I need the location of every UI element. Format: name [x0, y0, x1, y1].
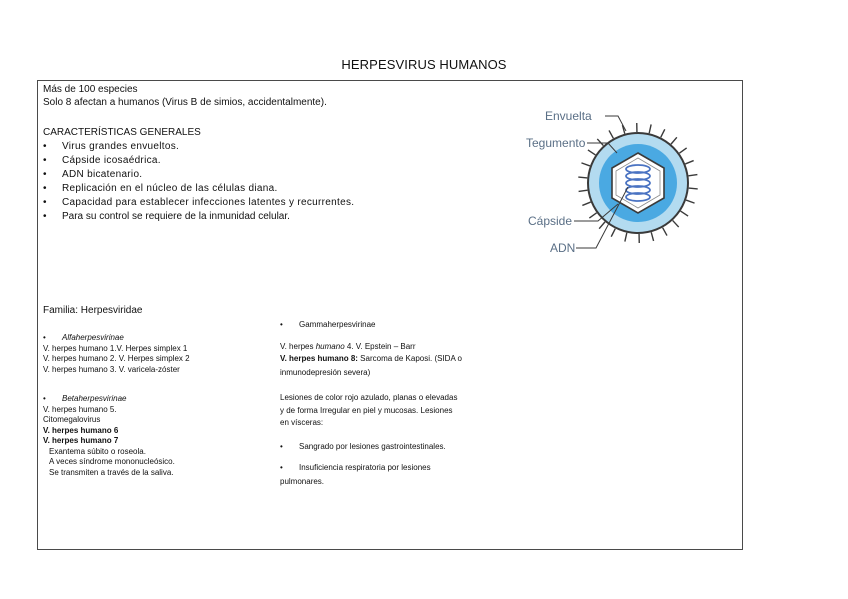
hhv4-prefix: V. herpes — [280, 342, 316, 351]
envelope-spike — [661, 129, 665, 137]
beta-subfamily — [43, 394, 175, 478]
gamma-item-2 — [280, 463, 431, 474]
list-item-text: Para su control se requiere de la inmunidad celular. — [62, 211, 290, 222]
list-item: Lesiones de color rojo azulado, planas o elevadas — [280, 393, 458, 402]
envelope-spike — [588, 150, 596, 155]
beta-name: Betaherpesvirinae — [62, 394, 127, 403]
envelope-spike — [679, 148, 686, 153]
alpha-subfamily — [43, 333, 190, 375]
hhv8-bold: V. herpes humano 8: — [280, 354, 358, 363]
dna-label: ADN — [550, 241, 576, 255]
beta-heading — [43, 394, 175, 405]
alpha-name: Alfaherpesvirinae — [62, 333, 124, 342]
envelope-spike — [663, 228, 667, 236]
envelope-spike — [686, 200, 694, 203]
list-item — [43, 155, 354, 169]
bullet: • — [43, 211, 47, 222]
list-item: A veces síndrome mononucleósico. — [49, 457, 175, 466]
envelope-spike — [649, 124, 651, 133]
list-item-text: Capacidad para establecer infecciones latentes y recurrentes. — [62, 197, 355, 208]
list-item-text: ADN bicatenario. — [62, 169, 143, 180]
list-item: Exantema súbito o roseola. — [49, 446, 146, 456]
gamma-hhv8-cont: inmunodepresión severa) — [280, 368, 371, 377]
envelope-spike — [599, 222, 605, 229]
hhv4-rest: 4. V. Epstein – Barr — [344, 342, 416, 351]
envelope-label: Envuelta — [545, 109, 592, 123]
envelope-spike — [611, 229, 615, 237]
gamma-name: Gammaherpesvirinae — [299, 320, 376, 329]
gamma-hhv8 — [280, 354, 462, 365]
list-item: V. herpes humano 5. — [43, 404, 117, 414]
list-item-text: Sangrado por lesiones gastrointestinales. — [299, 442, 446, 451]
gamma-heading — [280, 320, 375, 331]
list-item: V. herpes humano 6 — [43, 425, 119, 435]
envelope-spike — [671, 137, 677, 144]
list-item — [43, 141, 354, 155]
envelope-spike — [651, 232, 653, 241]
bullet: • — [43, 155, 47, 166]
envelope-spike — [597, 139, 603, 146]
hhv8-text: Sarcoma de Kaposi. (SIDA o — [357, 354, 463, 363]
envelope-spike — [685, 161, 693, 164]
envelope-spike — [581, 163, 589, 166]
envelope-spike — [579, 190, 588, 191]
page-title: HERPESVIRUS HUMANOS — [341, 57, 507, 72]
gamma-hhv4 — [280, 342, 416, 353]
list-item-text: Cápside icosaédrica. — [62, 155, 161, 166]
list-item: V. herpes humano 7 — [43, 436, 119, 445]
bullet: • — [280, 463, 283, 472]
list-item: Citomegalovirus — [43, 415, 101, 424]
list-item-text: Insuficiencia respiratoria por lesiones — [299, 463, 431, 472]
herpesvirus-diagram — [478, 103, 708, 263]
family-heading: Familia: Herpesviridae — [43, 305, 143, 316]
bullet: • — [280, 320, 283, 329]
list-item: V. herpes humano 1.V. Herpes simplex 1 — [43, 343, 188, 353]
list-item: Se transmiten a través de la saliva. — [49, 467, 174, 477]
list-item: V. herpes humano 3. V. varicela-zóster — [43, 364, 180, 374]
bullet: • — [280, 442, 283, 451]
list-item: V. herpes humano 2. V. Herpes simplex 2 — [43, 354, 190, 363]
bullet: • — [43, 197, 47, 208]
envelope-spike — [673, 220, 679, 227]
envelope-spike — [625, 233, 627, 242]
list-item: en vísceras: — [280, 418, 324, 427]
gamma-item-1 — [280, 442, 446, 453]
envelope-spike — [609, 130, 613, 138]
tegument-label: Tegumento — [526, 136, 586, 150]
envelope-spike — [578, 177, 587, 178]
bullet: • — [43, 183, 47, 194]
bullet: • — [43, 394, 46, 403]
list-item-text: Virus grandes envueltos. — [62, 141, 180, 152]
envelope-spike — [689, 188, 698, 189]
list-item — [43, 169, 354, 183]
envelope-spike — [582, 202, 590, 205]
list-item — [43, 197, 354, 211]
gamma-item-2-cont: pulmonares. — [280, 477, 325, 486]
bullet: • — [43, 169, 47, 180]
alpha-heading — [43, 333, 190, 344]
envelope-spike — [688, 175, 697, 176]
characteristics-heading: CARACTERÍSTICAS GENERALES — [43, 127, 201, 138]
characteristics-list — [43, 141, 354, 225]
envelope-spike — [589, 213, 596, 218]
gamma-lesions — [280, 392, 457, 430]
list-item — [43, 183, 354, 197]
intro-line-1: Más de 100 especies — [43, 84, 138, 95]
bullet: • — [43, 141, 47, 152]
envelope-spike — [681, 211, 689, 216]
list-item-text: Replicación en el núcleo de las células diana. — [62, 183, 278, 194]
list-item — [43, 211, 354, 225]
content-box — [37, 80, 743, 550]
list-item: y de forma Irregular en piel y mucosas. Lesiones — [280, 405, 453, 415]
bullet: • — [43, 333, 46, 342]
intro-line-2: Solo 8 afectan a humanos (Virus B de simios, accidentalmente). — [43, 97, 327, 108]
hhv4-italic: humano — [315, 342, 345, 351]
capsid-label: Cápside — [528, 214, 573, 228]
